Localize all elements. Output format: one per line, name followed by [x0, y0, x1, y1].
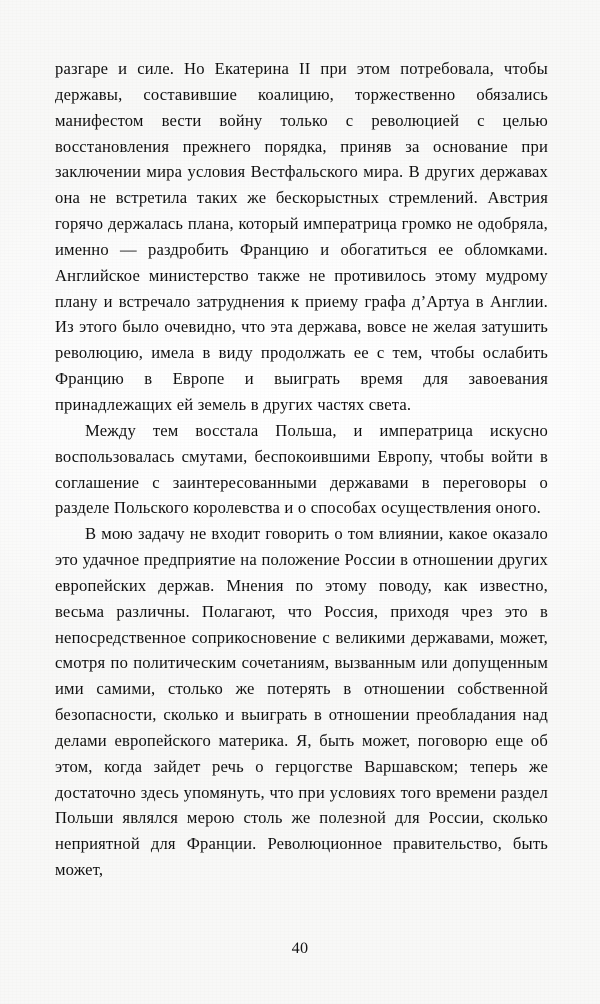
paragraph-poland: Между тем восстала Польша, и императрица искусно воспользовалась смутами, беспокоившими Европу, чтобы войти в соглашение с заинтересованными державами в переговоры о разделе Польского королевства и о способах осуществления оного.: [55, 420, 548, 518]
paragraph-influence: В мою задачу не входит говорить о том влиянии, какое оказало это удачное предприятие на положение России в отношении других европейских держав. Мнения по этому поводу, как известно, весьма различны. Полагают, что Россия, приходя чрез это в непосредственное соприкосновение с великими державами, может, смотря по политическим сочетаниям, вызванным или допущенным ими самими, столько же потерять в отношении собственной безопасности, сколько и выиграть в отношении преобладания над делами европейского материка. Я, быть может, поговорю еще об этом, когда зайдет речь о герцогстве Варшавском; теперь же достаточно здесь упомянуть, что при условиях того времени раздел Польши являлся мерою столь же полезной для России, сколько неприятной для Франции. Революционное правительство, быть может,: [55, 524, 548, 880]
page-number: 40: [291, 939, 309, 957]
paragraph-continuation: разгаре и силе. Но Екатерина II при этом потребовала, чтобы державы, составившие коалицию, торжественно обязались манифестом вести войну только с революцией с целью восстановления прежнего порядка, приняв за основание при заключении мира условия Вестфальского мира. В других державах она не встретила таких же бескорыстных стремлений. Австрия горячо держалась плана, который императрица громко не одобряла, именно — раздробить Францию и обогатиться ее обломками. Английское министерство также не противилось этому мудрому плану и встречало затруднения к приему графа д’Артуа в Англии. Из этого было очевидно, что эта держава, вовсе не желая затушить революцию, имела в виду продолжать ее с тем, чтобы ослабить Францию в Европе и выиграть время для завоевания принадлежащих ей земель в других частях света.: [55, 59, 548, 414]
page-text-block: [55, 56, 548, 883]
